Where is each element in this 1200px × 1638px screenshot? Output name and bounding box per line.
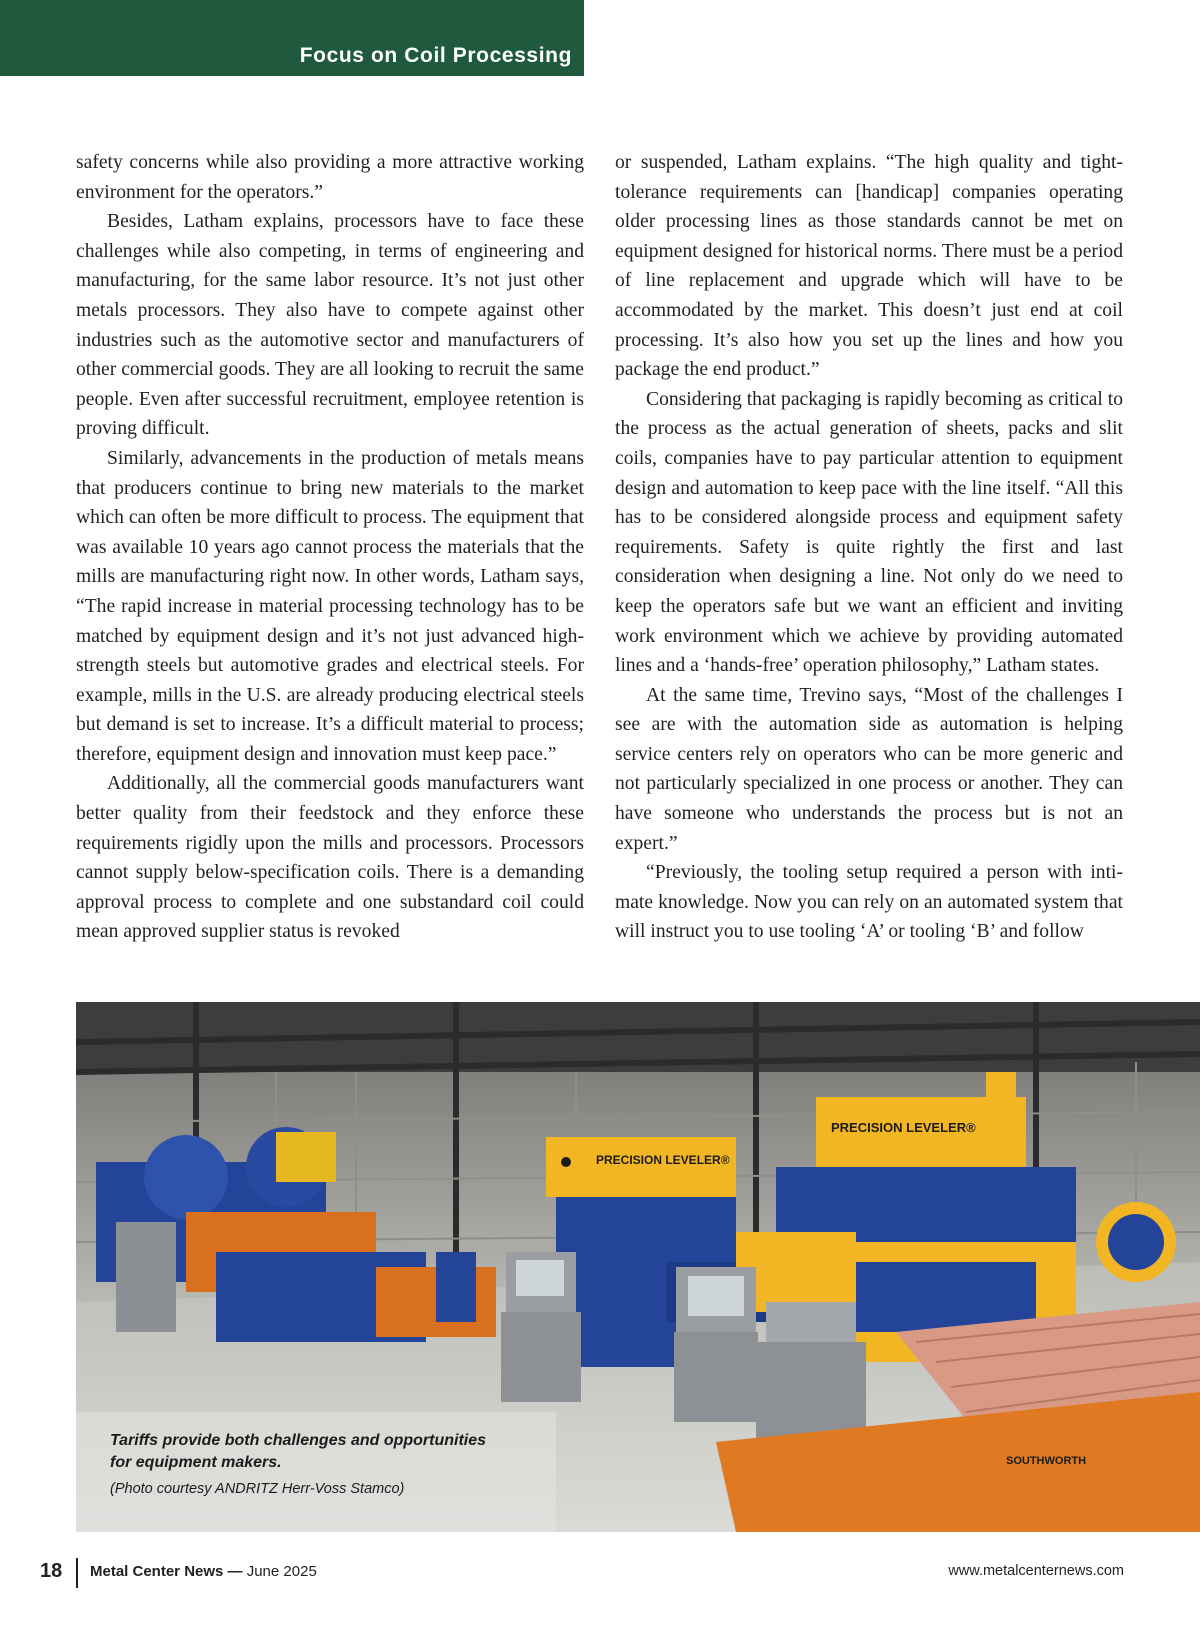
section-banner bbox=[0, 0, 584, 76]
paragraph: safety concerns while also providing a more attractive working environment for the operators.” bbox=[76, 152, 584, 203]
caption-title bbox=[110, 1430, 530, 1474]
paragraph: Besides, Latham explains, processors have to face these challenges while also competing, in terms of engineering and manufacturing, for the same labor resource. It’s not just other metals processors. They also have to compete against other industries such as the automotive sector and manufacturers of other commercial goods. They are all looking to recruit the same people. Even after successful recruitment, employee retention is proving difficult. bbox=[76, 211, 584, 440]
caption-title-line: for equipment makers. bbox=[110, 1454, 282, 1471]
publication-name: Metal Center News — bbox=[90, 1563, 243, 1580]
website-link[interactable]: www.metalcenternews.com bbox=[948, 1563, 1124, 1579]
footer-divider bbox=[76, 1558, 78, 1588]
publication-info bbox=[90, 1563, 317, 1580]
page-footer bbox=[40, 1558, 1124, 1588]
article-column-left bbox=[76, 148, 584, 947]
article-photo bbox=[76, 1002, 1200, 1532]
photo-caption bbox=[110, 1430, 530, 1500]
leveler-right-label: PRECISION LEVELER® bbox=[831, 1120, 976, 1135]
leveler-left-label: PRECISION LEVELER® bbox=[596, 1153, 730, 1167]
paragraph: “Previously, the tooling setup required a person with intimate knowledge. Now you can rely on an automated system that will instruct you to use tooling ‘A’ or tooling ‘B’ and follow bbox=[615, 862, 1123, 943]
paragraph: or suspended, Latham explains. “The high quality and tight-tolerance requirements can [handicap] companies operating older processing lines as those standards cannot be met on equipment designed for historical norms. There must be a period of line replacement and upgrade which will have to be accommodated by the market. This doesn’t just end at coil processing. It’s also how you set up the lines and how you package the end product.” bbox=[615, 152, 1123, 381]
caption-credit: (Photo courtesy ANDRITZ Herr-Voss Stamco) bbox=[110, 1481, 405, 1497]
section-label: Focus on Coil Processing bbox=[299, 44, 572, 67]
paragraph: Similarly, advancements in the production of metals means that producers continue to bring new materials to the market which can often be more difficult to process. The equipment that was available 10 years ago cannot process the materials that the mills are manufacturing right now. In other words, Latham says, “The rapid increase in material processing technology has to be matched by equipment design and it’s not just advanced high-strength steels but automotive grades and electrical steels. For example, mills in the U.S. are already producing electrical steels but demand is set to increase. It’s a difficult material to process; therefore, equipment design and innovation must keep pace.” bbox=[76, 447, 584, 765]
paragraph: Additionally, all the commercial goods manufacturers want better quality from their feedstock and they enforce these requirements rigidly upon the mills and processors. Processors cannot supply below-specification coils. There is a demanding approval process to complete and one substandard coil could mean approved supplier status is revoked bbox=[76, 773, 584, 943]
article-column-right bbox=[615, 148, 1123, 947]
paragraph: At the same time, Trevino says, “Most of the challenges I see are with the automation side as automation is helping service centers rely on operators who can be more generic and not particularly specialized in one process or another. They can have someone who understands the process but is not an expert.” bbox=[615, 684, 1123, 854]
caption-title-line: Tariffs provide both challenges and opportunities bbox=[110, 1432, 487, 1449]
issue-date: June 2025 bbox=[246, 1563, 317, 1580]
paragraph: Considering that packaging is rapidly becoming as critical to the process as the actual generation of sheets, packs and slit coils, companies have to pay particular attention to equipment design and automation to keep pace with the line itself. “All this has to be considered alongside process and equipment safety requirements. Safety is quite rightly the first and last consideration when designing a line. Not only do we need to keep the operators safe but we want an efficient and inviting work environment which we achieve by providing automated lines and a ‘hands-free’ operation philosophy,” Latham states. bbox=[615, 388, 1123, 677]
lift-table-brand: SOUTHWORTH bbox=[1006, 1455, 1087, 1467]
page-number: 18 bbox=[40, 1560, 63, 1582]
